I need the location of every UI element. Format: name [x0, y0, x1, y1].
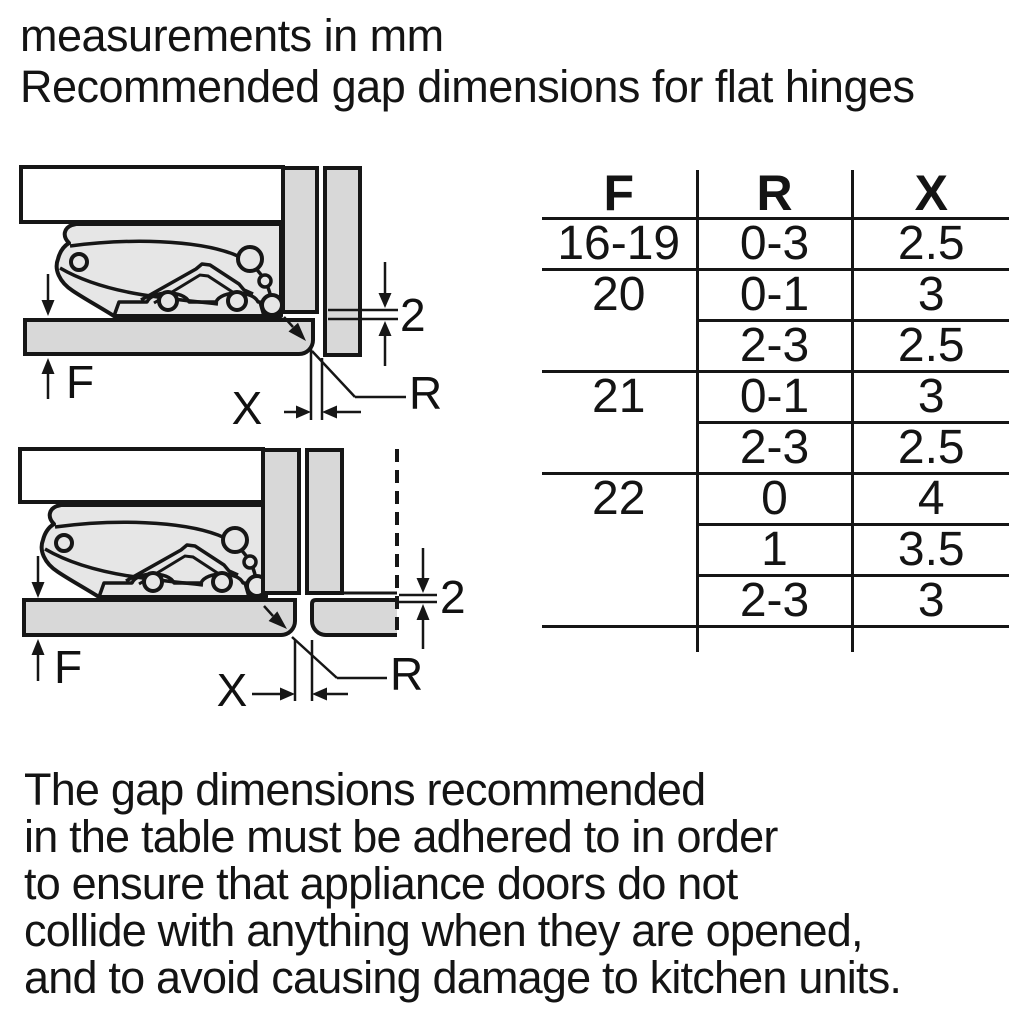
dim-f-arrow-up-2 — [32, 639, 45, 655]
spacer-cell — [697, 627, 852, 653]
cell-f: 16-19 — [542, 219, 697, 270]
title-line-measurements: measurements in mm — [20, 10, 444, 61]
dim-label-gap-top: 2 — [400, 289, 426, 341]
gap-dimensions-table — [542, 165, 1009, 652]
dim-r-leader-diagonal-2 — [292, 637, 337, 678]
cell-r: 1 — [697, 525, 852, 576]
dim-label-gap-bottom: 2 — [440, 571, 466, 623]
appliance-door-panel-bottom — [263, 450, 299, 593]
cell-r: 0-1 — [697, 270, 852, 321]
title-line-recommended-gaps: Recommended gap dimensions for flat hinges — [20, 61, 915, 112]
table-row — [542, 270, 1009, 321]
appliance-door-panel — [283, 168, 317, 312]
appliance-cabinet-bottom — [20, 449, 263, 502]
cell-x: 3 — [852, 576, 1009, 627]
cell-r: 2-3 — [697, 576, 852, 627]
cell-r: 0-1 — [697, 372, 852, 423]
page-title — [20, 10, 915, 112]
note-line: collide with anything when they are opened, — [24, 905, 863, 956]
dim-r-leader-diagonal — [312, 351, 355, 397]
gap2-arrow-up-2 — [417, 604, 430, 620]
cell-r: 0 — [697, 474, 852, 525]
dim-x-arrow-left — [322, 406, 337, 419]
diagram-bottom-adjacent-panel — [20, 449, 466, 716]
dim-x-arrow-right — [296, 406, 311, 419]
table-row — [542, 474, 1009, 525]
cell-x: 2.5 — [852, 219, 1009, 270]
spacer-cell — [852, 627, 1009, 653]
kitchen-unit-panel — [25, 320, 313, 354]
dim-x-arrow-left-2 — [312, 688, 327, 701]
cell-f: 20 — [542, 270, 697, 372]
spacer-cell — [542, 627, 697, 653]
note-line: and to avoid causing damage to kitchen units. — [24, 952, 902, 1003]
flat-hinge-top — [57, 224, 282, 316]
note-line: to ensure that appliance doors do not — [24, 858, 738, 909]
dim-f-arrow-up — [42, 358, 55, 374]
column-header-x: X — [852, 170, 1009, 219]
column-header-f: F — [542, 170, 697, 219]
cell-f: 21 — [542, 372, 697, 474]
dim-label-f-bottom: F — [54, 641, 83, 693]
kitchen-unit-panel-left — [24, 600, 295, 635]
dim-f-arrow-down-2 — [32, 582, 45, 598]
gap2-arrow-down-2 — [417, 578, 430, 593]
table-rule-extension-row — [542, 627, 1009, 653]
dim-label-x-top: X — [231, 382, 263, 434]
dim-label-r-bottom: R — [390, 648, 424, 700]
note-paragraph — [24, 766, 901, 1001]
note-line: in the table must be adhered to in order — [24, 811, 778, 862]
dim-label-f-top: F — [66, 356, 95, 408]
cell-x: 4 — [852, 474, 1009, 525]
cell-x: 3.5 — [852, 525, 1009, 576]
cell-r: 2-3 — [697, 321, 852, 372]
appliance-cabinet — [21, 167, 283, 222]
dim-x-arrow-right-2 — [280, 688, 295, 701]
cell-x: 3 — [852, 270, 1009, 321]
flat-hinge-bottom — [42, 505, 267, 597]
table-header-row — [542, 170, 1009, 219]
dim-label-r-top: R — [409, 367, 443, 419]
cell-r: 0-3 — [697, 219, 852, 270]
table-row — [542, 372, 1009, 423]
dim-f-arrow-down — [42, 300, 55, 316]
cell-x: 2.5 — [852, 423, 1009, 474]
cell-x: 2.5 — [852, 321, 1009, 372]
hinge-diagrams — [0, 150, 512, 750]
cell-f: 22 — [542, 474, 697, 627]
cell-x: 3 — [852, 372, 1009, 423]
furniture-door-panel — [325, 168, 360, 355]
diagram-top-closed-door — [21, 167, 442, 434]
kitchen-unit-panel-right-fill — [312, 600, 397, 635]
dim-label-x-bottom: X — [216, 664, 248, 716]
gap2-arrow-down — [379, 293, 392, 308]
cell-r: 2-3 — [697, 423, 852, 474]
note-line: The gap dimensions recommended — [24, 764, 706, 815]
furniture-door-panel-bottom — [307, 450, 342, 593]
column-header-r: R — [697, 170, 852, 219]
table-row — [542, 219, 1009, 270]
gap2-arrow-up — [379, 321, 392, 336]
